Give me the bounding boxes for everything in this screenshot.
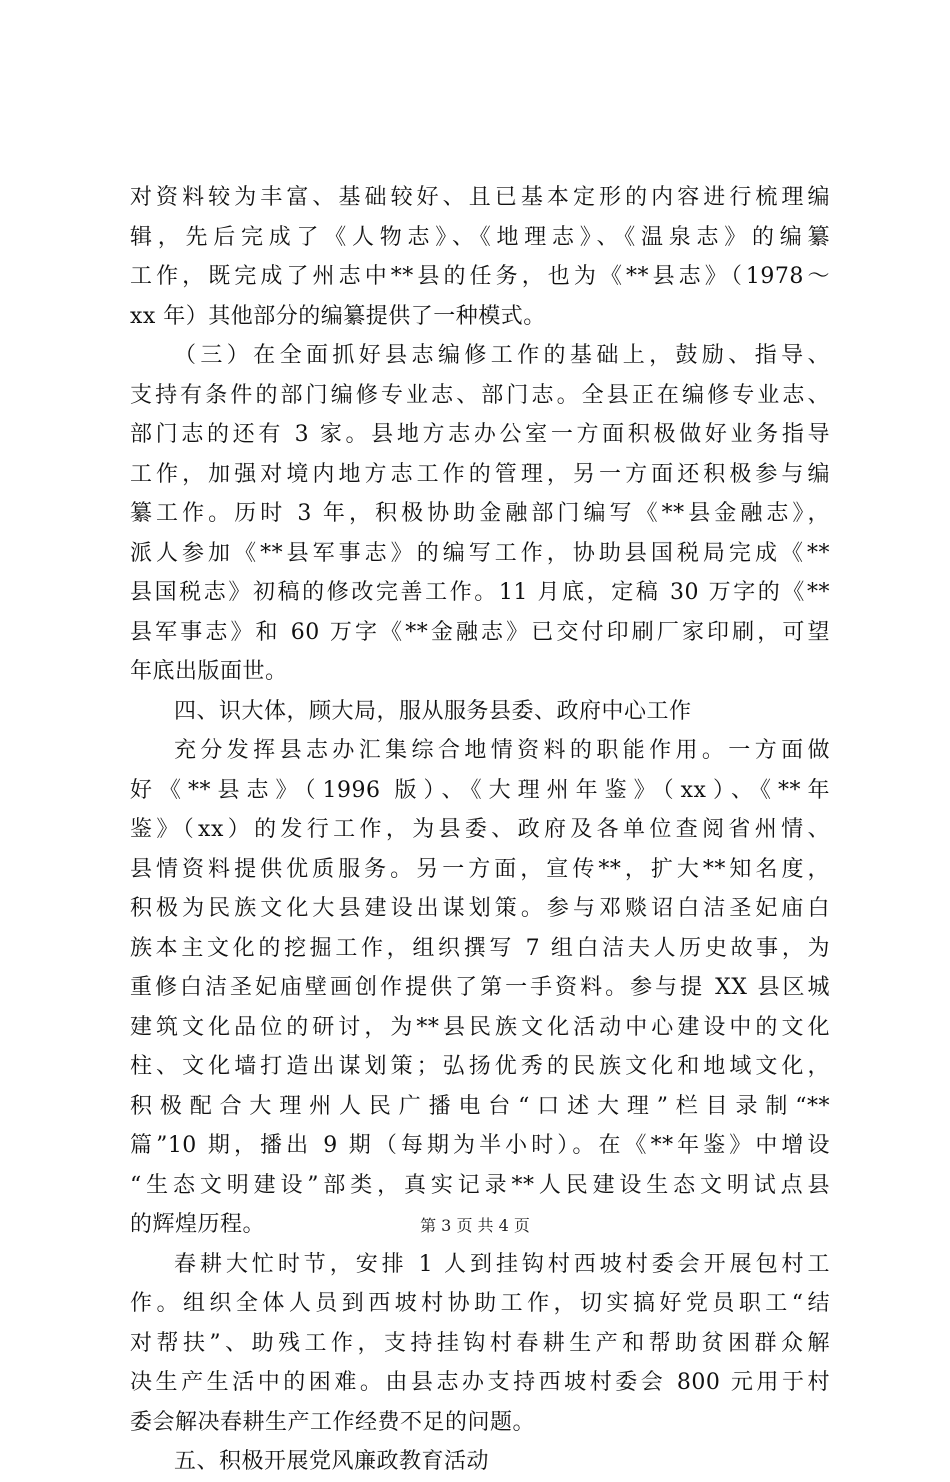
text-line: 五、积极开展党风廉政教育活动 bbox=[174, 1449, 490, 1474]
text-line: 四、识大体，顾大局，服从服务县委、政府中心工作 bbox=[174, 698, 692, 724]
text-line: xx 年）其他部分的编纂提供了一种模式。 bbox=[130, 303, 546, 329]
text-line: 积极为民族文化大县建设出谋划策。参与邓赕诏白洁圣妃庙白 bbox=[130, 896, 830, 921]
text-line: 委会解决春耕生产工作经费不足的问题。 bbox=[130, 1409, 536, 1435]
text-line: 支持有条件的部门编修专业志、部门志。全县正在编修专业志、 bbox=[130, 382, 830, 408]
text-line: 部门志的还有 3 家。县地方志办公室一方面积极做好业务指导 bbox=[130, 422, 830, 447]
text-line: 作。组织全体人员到西坡村协助工作，切实搞好党员职工“结 bbox=[130, 1291, 830, 1316]
text-line: 的辉煌历程。 bbox=[130, 1212, 266, 1237]
text-line: 好《**县志》（1996 版）、《大理州年鉴》（xx）、《**年 bbox=[130, 777, 830, 803]
text-line: 辑，先后完成了《人物志》、《地理志》、《温泉志》的编纂 bbox=[130, 224, 830, 250]
text-line: 族本主文化的挖掘工作，组织撰写 7 组白洁夫人历史故事，为 bbox=[130, 935, 830, 961]
page-footer: 第 3 页 共 4 页 bbox=[420, 1216, 530, 1235]
text-line: “生态文明建设”部类，真实记录**人民建设生态文明试点县 bbox=[130, 1172, 830, 1198]
text-line: 决生产生活中的困难。由县志办支持西坡村委会 800 元用于村 bbox=[130, 1370, 830, 1395]
document-body bbox=[130, 178, 830, 1482]
text-line: 对帮扶”、助残工作，支持挂钩村春耕生产和帮助贫困群众解 bbox=[130, 1330, 830, 1356]
text-line: 县国税志》初稿的修改完善工作。11 月底，定稿 30 万字的《** bbox=[130, 580, 830, 605]
text-line: 春耕大忙时节，安排 1 人到挂钩村西坡村委会开展包村工 bbox=[174, 1251, 830, 1277]
text-line: 工作，加强对境内地方志工作的管理，另一方面还积极参与编 bbox=[130, 461, 830, 487]
text-line: 县情资料提供优质服务。另一方面，宣传**，扩大**知名度， bbox=[130, 856, 830, 882]
text-line: 篇”10 期，播出 9 期（每期为半小时）。在《**年鉴》中增设 bbox=[130, 1133, 830, 1158]
text-line: 柱、文化墙打造出谋划策；弘扬优秀的民族文化和地域文化， bbox=[130, 1054, 830, 1079]
text-line: 建筑文化品位的研讨，为**县民族文化活动中心建设中的文化 bbox=[130, 1014, 830, 1040]
text-line: 年底出版面世。 bbox=[130, 659, 288, 684]
text-line: 纂工作。历时 3 年，积极协助金融部门编写《**县金融志》， bbox=[130, 501, 830, 526]
text-line: 派人参加《**县军事志》的编写工作，协助县国税局完成《** bbox=[130, 540, 830, 566]
text-line: （三）在全面抓好县志编修工作的基础上，鼓励、指导、 bbox=[174, 343, 830, 368]
text-line: 县军事志》和 60 万字《**金融志》已交付印刷厂家印刷，可望 bbox=[130, 619, 830, 645]
text-line: 工作，既完成了州志中**县的任务，也为《**县志》（1978～ bbox=[130, 264, 830, 289]
text-line: 对资料较为丰富、基础较好、且已基本定形的内容进行梳理编 bbox=[130, 185, 830, 210]
text-line: 积极配合大理州人民广播电台“口述大理”栏目录制“** bbox=[130, 1093, 830, 1119]
text-line: 鉴》（xx）的发行工作，为县委、政府及各单位查阅省州情、 bbox=[130, 817, 830, 842]
text-line: 充分发挥县志办汇集综合地情资料的职能作用。一方面做 bbox=[174, 738, 830, 763]
text-line: 重修白洁圣妃庙壁画创作提供了第一手资料。参与提 XX 县区城 bbox=[130, 975, 830, 1000]
